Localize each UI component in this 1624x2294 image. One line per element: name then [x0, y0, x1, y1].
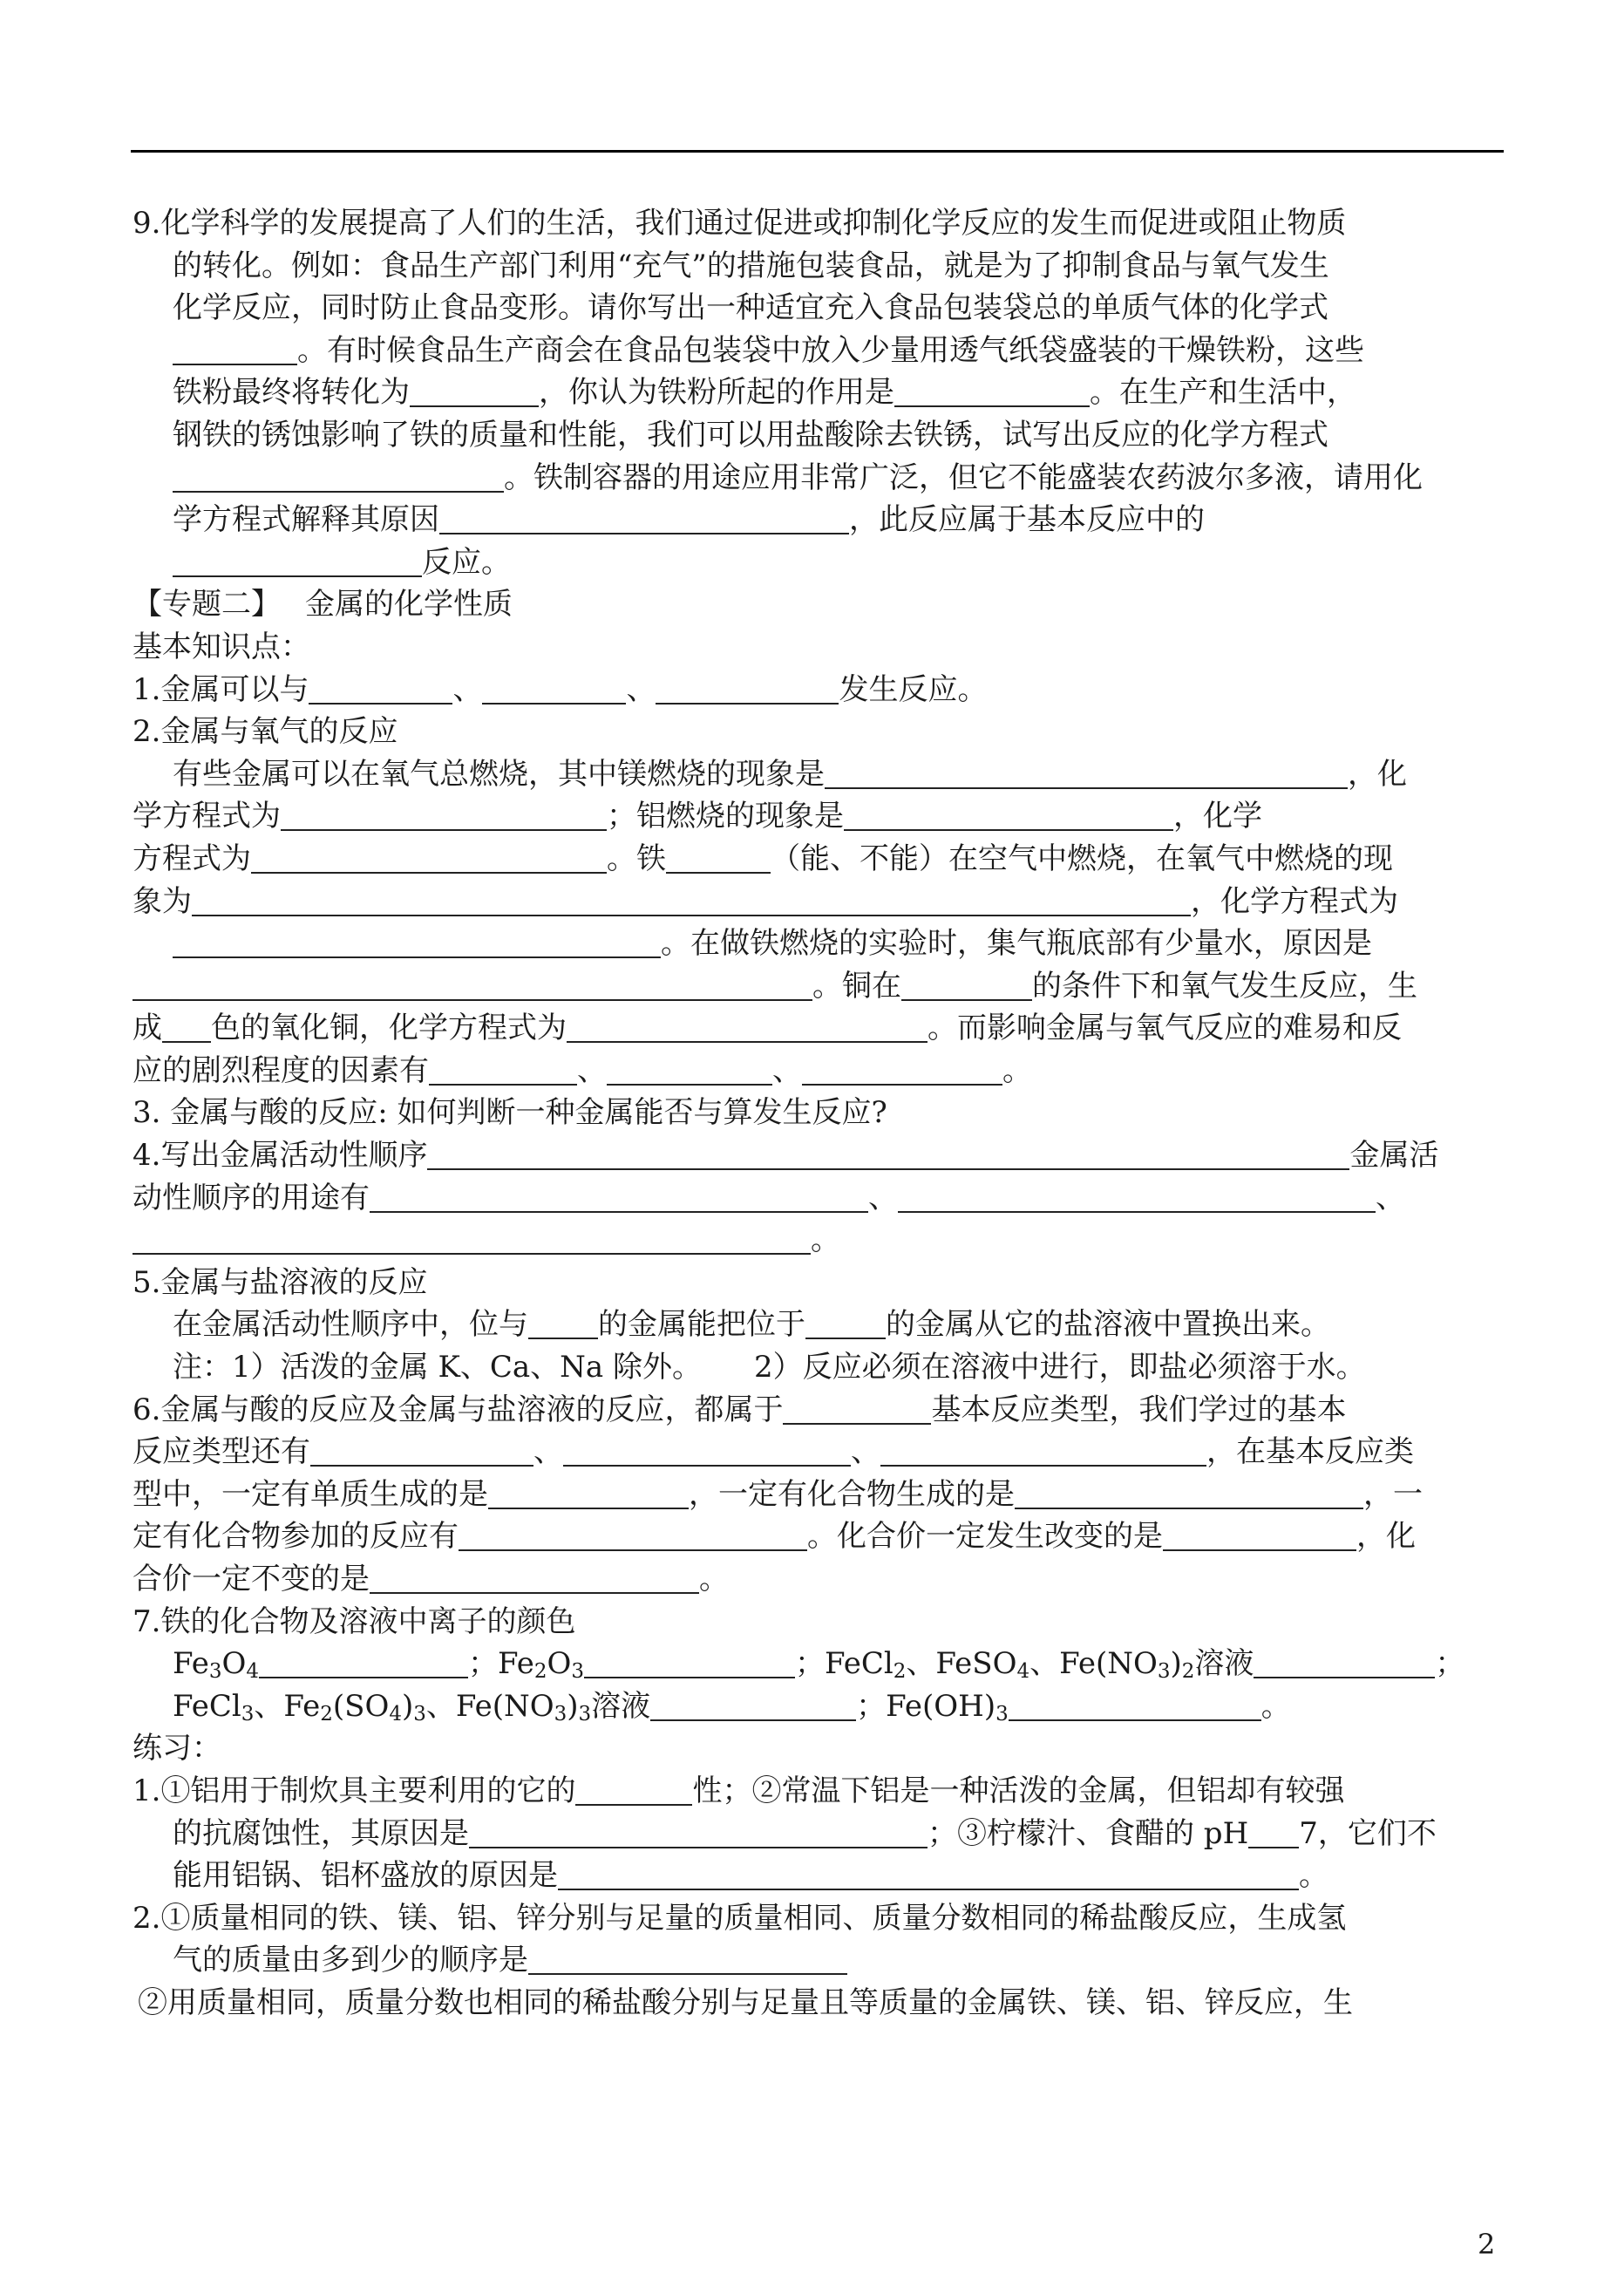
point-text: 有些金属可以在氧气总燃烧，其中镁燃烧的现象是 — [173, 756, 825, 792]
separator: ； — [1435, 1646, 1465, 1682]
point-text: 应的剧烈程度的因素有 — [133, 1052, 429, 1088]
answer-blank[interactable] — [488, 1478, 689, 1509]
answer-blank[interactable] — [439, 503, 849, 534]
header-rule — [131, 150, 1504, 153]
exercise-text: ；③柠檬汁、食醋的 pH — [928, 1815, 1249, 1851]
point-7-line-1 — [133, 1643, 1510, 1685]
answer-blank[interactable] — [309, 673, 452, 705]
point-2-line-7 — [133, 1007, 1510, 1050]
answer-blank[interactable] — [575, 1774, 692, 1806]
answer-blank[interactable] — [607, 1054, 772, 1086]
point-6-line-2 — [133, 1431, 1510, 1474]
point-text: 成 — [133, 1011, 162, 1046]
point-text: 、 — [868, 1180, 898, 1215]
point-text: ，化 — [1356, 1519, 1416, 1555]
answer-blank[interactable] — [894, 376, 1090, 407]
point-text: 、 — [533, 1434, 563, 1470]
point-text: ，一 — [1363, 1476, 1423, 1512]
q9-line-7 — [133, 457, 1510, 500]
answer-blank[interactable] — [1009, 1690, 1261, 1721]
point-4-line-1 — [133, 1134, 1510, 1177]
point-text: ，在基本反应类 — [1206, 1434, 1414, 1470]
answer-blank[interactable] — [563, 1435, 851, 1467]
answer-blank[interactable] — [666, 842, 771, 874]
point-2-line-3 — [133, 838, 1510, 881]
answer-blank[interactable] — [1163, 1520, 1356, 1551]
point-text: 定有化合物参加的反应有 — [133, 1519, 459, 1555]
answer-blank[interactable] — [469, 1817, 928, 1848]
point-text: 。铜在 — [812, 968, 901, 1004]
exercise-text: ②用质量相同，质量分数也相同的稀盐酸分别与足量且等质量的金属铁、镁、铝、锌反应，生 — [138, 1984, 1353, 2020]
q9-line-3 — [133, 287, 1510, 330]
basic-knowledge-label — [133, 626, 1510, 669]
point-text: ；铝燃烧的现象是 — [607, 799, 844, 834]
point-text: 。化合价一定发生改变的是 — [807, 1519, 1163, 1555]
answer-blank[interactable] — [133, 970, 812, 1001]
topic-title: 【专题二】 — [133, 587, 281, 623]
answer-blank[interactable] — [173, 927, 661, 958]
point-text: 学方程式为 — [133, 799, 281, 834]
q9-line-5 — [133, 371, 1510, 414]
exercise-2-line-2 — [133, 1939, 1510, 1982]
point-text: 。 — [811, 1222, 840, 1258]
point-text: 、 — [772, 1052, 802, 1088]
formula-fe3-solutions: FeCl$_3$、$Fe_2(SO_4)_3$、$Fe(NO_3)_3$溶液 — [173, 1688, 651, 1726]
answer-blank[interactable] — [1015, 1478, 1363, 1509]
answer-blank[interactable] — [558, 1859, 1299, 1890]
point-title: 2.金属与氧气的反应 — [133, 714, 398, 750]
q9-line-9 — [133, 541, 1510, 584]
answer-blank[interactable] — [650, 1690, 856, 1721]
point-2-title — [133, 711, 1510, 753]
separator: ； — [468, 1646, 499, 1682]
point-text: 发生反应。 — [839, 671, 988, 707]
point-text: ，一定有化合物生成的是 — [689, 1476, 1015, 1512]
answer-blank[interactable] — [259, 1647, 468, 1678]
point-title: 7.铁的化合物及溶液中离子的颜色 — [133, 1603, 576, 1639]
point-text: 6.金属与酸的反应及金属与盐溶液的反应，都属于 — [133, 1392, 784, 1427]
q9-line-4 — [133, 330, 1510, 372]
answer-blank[interactable] — [1254, 1647, 1435, 1678]
point-7-title — [133, 1601, 1510, 1644]
point-6-line-3 — [133, 1474, 1510, 1516]
answer-blank[interactable] — [802, 1054, 1002, 1086]
point-2-line-5 — [133, 922, 1510, 965]
q9-text: 。铁制容器的用途应用非常广泛，但它不能盛装农药波尔多液，请用化 — [504, 459, 1423, 495]
worksheet-body — [133, 202, 1510, 2025]
separator: ； — [795, 1646, 826, 1682]
point-5-note — [133, 1346, 1510, 1389]
practice-title — [133, 1727, 1510, 1770]
exercise-text: 2.①质量相同的铁、镁、铝、锌分别与足量的质量相同、质量分数相同的稀盐酸反应，生成氢 — [133, 1900, 1347, 1936]
point-text: 色的氧化铜，化学方程式为 — [211, 1011, 567, 1046]
exercise-text: 能用铝锅、铝杯盛放的原因是 — [173, 1858, 558, 1894]
q9-text: 学方程式解释其原因 — [173, 502, 439, 538]
answer-blank[interactable] — [880, 1435, 1206, 1467]
point-text: 1.金属可以与 — [133, 671, 309, 707]
q9-text: 9.化学科学的发展提高了人们的生活，我们通过促进或抑制化学反应的发生而促进或阻止物质 — [133, 206, 1347, 241]
exercise-text: 气的质量由多到少的顺序是 — [173, 1943, 528, 1978]
point-6-line-5 — [133, 1558, 1510, 1601]
point-text: 、 — [626, 671, 656, 707]
point-text: 合价一定不变的是 — [133, 1562, 370, 1596]
exercise-text: 7，它们不 — [1299, 1815, 1437, 1851]
answer-blank[interactable] — [528, 1943, 847, 1975]
point-7-line-2 — [133, 1685, 1510, 1728]
q9-text: 。有时候食品生产商会在食品包装袋中放入少量用透气纸袋盛装的干燥铁粉，这些 — [297, 332, 1364, 368]
point-text: 的条件下和氧气发生反应，生 — [1032, 968, 1417, 1004]
point-2-line-4 — [133, 881, 1510, 923]
point-2-line-1 — [133, 753, 1510, 796]
section-label: 基本知识点： — [133, 629, 310, 664]
answer-blank[interactable] — [410, 376, 539, 407]
point-text: 3. 金属与酸的反应: 如何判断一种金属能否与算发生反应? — [133, 1095, 887, 1131]
point-text: 的金属从它的盐溶液中置换出来。 — [886, 1307, 1330, 1343]
answer-blank[interactable] — [1248, 1817, 1299, 1848]
point-text: 。 — [1002, 1052, 1032, 1088]
answer-blank[interactable] — [281, 800, 607, 831]
q9-line-1 — [133, 202, 1510, 245]
separator: 。 — [1260, 1688, 1291, 1724]
answer-blank[interactable] — [173, 461, 504, 493]
formula-fe3o4: $Fe_3O_4$ — [173, 1646, 260, 1684]
point-title: 5.金属与盐溶液的反应 — [133, 1264, 428, 1300]
point-text: 。而影响金属与氧气反应的难易和反 — [928, 1011, 1402, 1046]
formula-feoh3: $Fe(OH)_3$ — [886, 1688, 1009, 1726]
point-4-line-2 — [133, 1177, 1510, 1220]
answer-blank[interactable] — [173, 334, 297, 365]
exercise-text: 性；②常温下铝是一种活泼的金属，但铝却有较强 — [692, 1773, 1345, 1808]
answer-blank[interactable] — [251, 842, 607, 874]
answer-blank[interactable] — [844, 800, 1173, 831]
point-2-line-6 — [133, 965, 1510, 1008]
point-text: 型中，一定有单质生成的是 — [133, 1476, 488, 1512]
q9-text: 化学反应，同时防止食品变形。请你写出一种适宜充入食品包装袋总的单质气体的化学式 — [173, 290, 1328, 326]
answer-blank[interactable] — [192, 885, 1191, 916]
answer-blank[interactable] — [898, 1181, 1376, 1213]
separator: ； — [856, 1688, 887, 1724]
q9-line-8 — [133, 499, 1510, 541]
answer-blank[interactable] — [567, 1011, 928, 1043]
answer-blank[interactable] — [825, 758, 1348, 789]
q9-text: 铁粉最终将转化为 — [173, 375, 410, 411]
answer-blank[interactable] — [528, 1308, 598, 1339]
point-text: 基本反应类型，我们学过的基本 — [931, 1392, 1347, 1427]
point-text: 动性顺序的用途有 — [133, 1180, 370, 1215]
formula-fe2-solutions: FeCl$_2$、FeSO$_4$、$Fe(NO_3)_2$溶液 — [825, 1646, 1254, 1684]
answer-blank[interactable] — [162, 1011, 211, 1043]
answer-blank[interactable] — [482, 673, 626, 705]
point-text: 象为 — [133, 883, 192, 919]
point-text: 、 — [1376, 1180, 1405, 1215]
q9-line-2 — [133, 245, 1510, 288]
point-6-line-1 — [133, 1389, 1510, 1432]
q9-text: 的转化。例如：食品生产部门利用“充气”的措施包装食品，就是为了抑制食品与氧气发生 — [173, 248, 1329, 283]
exercise-text: 。 — [1299, 1858, 1328, 1894]
q9-text: 。在生产和生活中， — [1090, 375, 1356, 411]
formula-fe2o3: $Fe_2O_3$ — [498, 1646, 585, 1684]
point-5-line-1 — [133, 1304, 1510, 1346]
exercise-2-line-1 — [133, 1897, 1510, 1940]
point-3 — [133, 1092, 1510, 1134]
point-text: 。铁 — [607, 841, 666, 876]
section-label: 练习： — [133, 1731, 221, 1766]
point-6-line-4 — [133, 1515, 1510, 1558]
exercise-1-line-2 — [133, 1813, 1510, 1855]
point-text: 在金属活动性顺序中，位与 — [173, 1307, 528, 1343]
note-text: 注：1）活泼的金属 K、Ca、Na 除外。 — [173, 1350, 702, 1385]
point-text: 、 — [851, 1434, 880, 1470]
point-text: ，化学方程式为 — [1191, 883, 1398, 919]
point-text: 反应类型还有 — [133, 1434, 310, 1470]
answer-blank[interactable] — [370, 1181, 868, 1213]
answer-blank[interactable] — [427, 1139, 1349, 1170]
answer-blank[interactable] — [901, 970, 1032, 1001]
answer-blank[interactable] — [783, 1393, 931, 1425]
point-text: 的金属能把位于 — [598, 1307, 805, 1343]
point-text: 。在做铁燃烧的实验时，集气瓶底部有少量水，原因是 — [661, 926, 1372, 962]
exercise-text: 的抗腐蚀性，其原因是 — [173, 1815, 469, 1851]
point-text: 金属活 — [1349, 1138, 1439, 1174]
answer-blank[interactable] — [459, 1520, 807, 1551]
q9-text: ，此反应属于基本反应中的 — [849, 502, 1205, 538]
point-text: ，化 — [1348, 756, 1407, 792]
q9-line-6 — [133, 414, 1510, 457]
point-1 — [133, 669, 1510, 711]
point-text: （能、不能）在空气中燃烧，在氧气中燃烧的现 — [771, 841, 1393, 876]
topic-heading — [133, 583, 1510, 626]
answer-blank[interactable] — [370, 1562, 699, 1594]
point-2-line-8 — [133, 1050, 1510, 1093]
point-text: 。 — [699, 1562, 729, 1596]
q9-text: ，你认为铁粉所起的作用是 — [539, 375, 894, 411]
point-text: ，化学 — [1173, 799, 1262, 834]
answer-blank[interactable] — [584, 1647, 795, 1678]
note-text: 2）反应必须在溶液中进行，即盐必须溶于水。 — [753, 1350, 1366, 1385]
topic-subtitle: 金属的化学性质 — [305, 587, 513, 623]
exercise-1-line-3 — [133, 1855, 1510, 1897]
exercise-text: 1.①铝用于制炊具主要利用的它的 — [133, 1773, 576, 1808]
answer-blank[interactable] — [310, 1435, 533, 1467]
answer-blank[interactable] — [429, 1054, 577, 1086]
point-text: 4.写出金属活动性顺序 — [133, 1138, 428, 1174]
answer-blank[interactable] — [656, 673, 839, 705]
point-text: 方程式为 — [133, 841, 251, 876]
point-2-line-2 — [133, 795, 1510, 838]
exercise-1-line-1 — [133, 1770, 1510, 1813]
exercise-2-line-3 — [133, 1982, 1510, 2025]
point-text: 、 — [452, 671, 483, 707]
answer-blank[interactable] — [805, 1308, 886, 1339]
answer-blank[interactable] — [173, 546, 422, 577]
point-text: 、 — [577, 1052, 607, 1088]
q9-text: 钢铁的锈蚀影响了铁的质量和性能，我们可以用盐酸除去铁锈，试写出反应的化学方程式 — [173, 417, 1328, 453]
answer-blank[interactable] — [133, 1223, 811, 1255]
point-4-line-3 — [133, 1219, 1510, 1262]
page-number: 2 — [1478, 2228, 1496, 2261]
q9-text: 反应。 — [422, 544, 511, 580]
point-5-title — [133, 1262, 1510, 1304]
